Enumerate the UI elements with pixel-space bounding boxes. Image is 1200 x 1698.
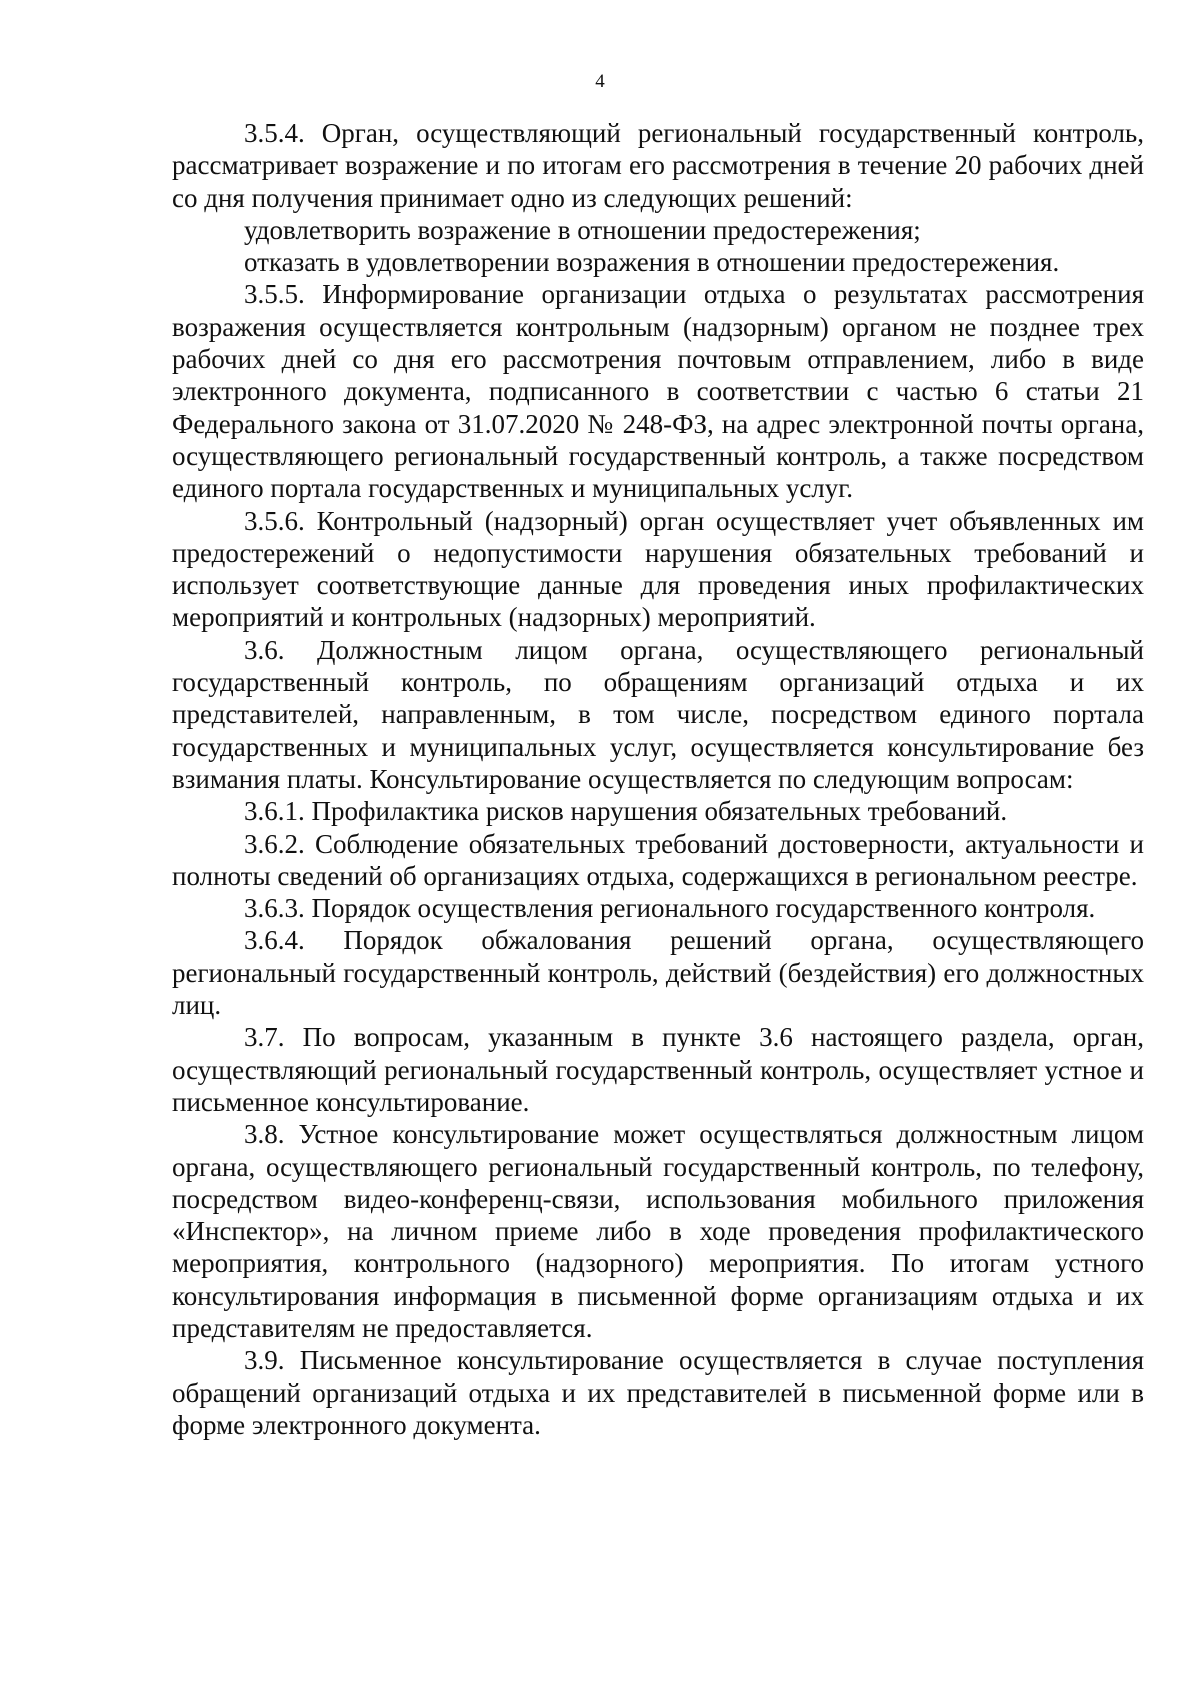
paragraph-3-6: 3.6. Должностным лицом органа, осуществляющего региональный государственный контроль, по обращениям организаций отдыха и их представителей, направленным, в том числе, посредством единого портала государственных и муниципальных услуг, осуществляется консультирование без взимания платы. Консультирование осуществляется по следующим вопросам: xyxy=(172,634,1144,794)
paragraph-option-satisfy: удовлетворить возражение в отношении предостережения; xyxy=(244,214,921,245)
paragraph-3-8: 3.8. Устное консультирование может осуществляться должностным лицом органа, осуществляющего региональный государственный контроль, по телефону, посредством видео-конференц-связи, использования мобильного приложения «Инспектор», на личном приеме либо в ходе проведения профилактического мероприятия, контрольного (надзорного) мероприятия. По итогам устного консультирования информация в письменной форме организациям отдыха и их представителям не предоставляется. xyxy=(172,1119,1144,1343)
paragraph-3-6-1: 3.6.1. Профилактика рисков нарушения обязательных требований. xyxy=(244,796,1008,827)
paragraph-3-5-6: 3.5.6. Контрольный (надзорный) орган осуществляет учет объявленных им предостережений о недопустимости нарушения обязательных требований и использует соответствующие данные для проведения иных профилактических мероприятий и контрольных (надзорных) мероприятий. xyxy=(172,505,1144,633)
document-body xyxy=(172,117,1144,1441)
paragraph-3-5-4: 3.5.4. Орган, осуществляющий региональный государственный контроль, рассматривает возражение и по итогам его рассмотрения в течение 20 рабочих дней со дня получения принимает одно из следующих решений: xyxy=(172,118,1144,213)
paragraph-3-9: 3.9. Письменное консультирование осуществляется в случае поступления обращений организаций отдыха и их представителей в письменной форме или в форме электронного документа. xyxy=(172,1345,1144,1440)
page-number: 4 xyxy=(595,71,605,92)
paragraph-3-5-5: 3.5.5. Информирование организации отдыха о результатах рассмотрения возражения осуществляется контрольным (надзорным) органом не позднее трех рабочих дней со дня его рассмотрения почтовым отправлением, либо в виде электронного документа, подписанного в соответствии с частью 6 статьи 21 Федерального закона от 31.07.2020 № 248-ФЗ, на адрес электронной почты органа, осуществляющего региональный государственный контроль, а также посредством единого портала государственных и муниципальных услуг. xyxy=(172,279,1144,504)
paragraph-3-6-2: 3.6.2. Соблюдение обязательных требований достоверности, актуальности и полноты сведений об организациях отдыха, содержащихся в региональном реестре. xyxy=(172,828,1144,891)
paragraph-3-6-4: 3.6.4. Порядок обжалования решений органа, осуществляющего региональный государственный контроль, действий (бездействия) его должностных лиц. xyxy=(172,925,1144,1021)
paragraph-option-refuse: отказать в удовлетворении возражения в отношении предостережения. xyxy=(244,247,1060,278)
paragraph-3-7: 3.7. По вопросам, указанным в пункте 3.6 настоящего раздела, орган, осуществляющий региональный государственный контроль, осуществляет устное и письменное консультирование. xyxy=(172,1022,1144,1117)
paragraph-3-6-3: 3.6.3. Порядок осуществления регионального государственного контроля. xyxy=(244,893,1096,924)
